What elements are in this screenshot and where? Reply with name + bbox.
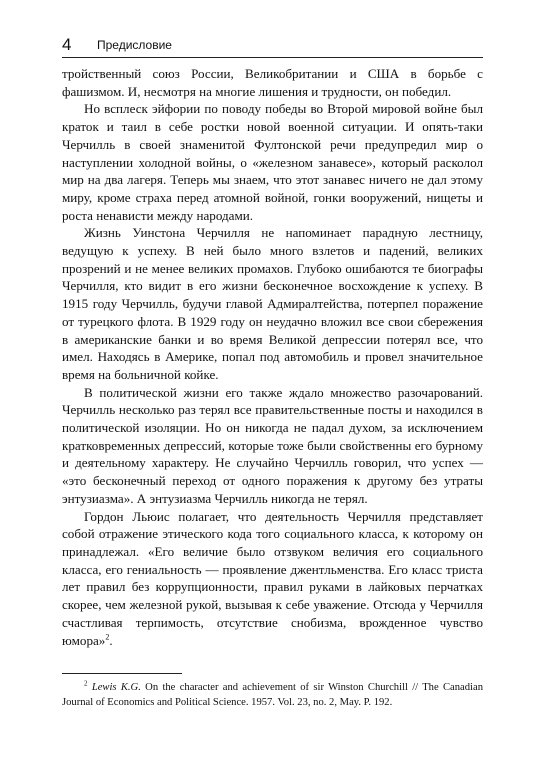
- footnote-mark: 2: [84, 679, 88, 688]
- page-header: [62, 34, 483, 56]
- paragraph: В политической жизни его также ждало множество разочарований. Черчилль несколько раз терял все правительственные посты и находился в политической изоляции. Но он никогда не падал духом, за исключением кратковременных депрессий, которые тоже были свойственны его бурному и деятельному характеру. Не случайно Черчилль говорил, что успех — «это бесконечный переход от одного поражения к другому без утраты энтузиазма». А энтузиазма Черчилль никогда не терял.: [62, 384, 483, 506]
- footnote-text: On the character and achievement of sir Winston Churchill // The Canadian Journal of Economics and Political Science. 1957. Vol. 23, no. 2, May. P. 192.: [62, 682, 483, 708]
- paragraph-with-footnote: Гордон Льюис полагает, что деятельность Черчилля представляет собой отражение этического кода того социального класса, к которому он принадлежал. «Его величие было отзвуком величия его социального класса, его гениальность — проявление джентльменства. Его класс триста лет правил без коррупционности, правил руками в лайковых перчатках скорее, чем железной рукой, вызывая к себе уважение. Отсюда у Черчилля счастливая терпимость, отсутствие снобизма, врожденное чувство юмора»$^2$.: [62, 508, 483, 648]
- footnote-reference[interactable]: 2: [105, 632, 110, 642]
- page-number: 4: [62, 35, 72, 54]
- body-text: [62, 65, 483, 649]
- paragraph: Но всплеск эйфории по поводу победы во Второй мировой войне был краток и таил в себе ростки новой военной ситуации. И опять-таки Черчилль в своей знаменитой Фултонской речи предупредил мир о наступлении холодной войны, о «железном занавесе», который расколол мир на два лагеря. Теперь мы знаем, что этот занавес ничего не дал этому миру, кроме страха перед атомной войной, гонки вооружений, нищеты и роста ненависти между народами.: [62, 101, 483, 223]
- paragraph: тройственный союз России, Великобритании и США в борьбе с фашизмом. И, несмотря на многие лишения и трудности, он победил.: [62, 66, 483, 99]
- header-rule: [62, 57, 483, 58]
- paragraph: Жизнь Уинстона Черчилля не напоминает парадную лестницу, ведущую к успеху. В ней было много взлетов и падений, великих прозрений и не менее великих промахов. Глубоко ошибаются те биографы Черчилля, кто видит в его жизни бесконечное восхождение к успеху. В 1915 году Черчилль, будучи главой Адмиралтейства, потерпел поражение от турецкого флота. В 1929 году он неудачно вложил все свои сбережения в американские банки и во время Великой депрессии потерял все, что имел. Находясь в Америке, попал под автомобиль и провел значительное время на больничной койке.: [62, 225, 483, 382]
- footnote: [62, 681, 483, 710]
- footnote-rule: [62, 673, 182, 674]
- footnote-author: Lewis K.G.: [91, 682, 141, 693]
- running-head: Предисловие: [97, 38, 172, 52]
- paragraph-text: Гордон Льюис полагает, что деятельность Черчилля представляет собой отражение этического кода того социального класса, к которому он принадлежал. «Его величие было отзвуком величия его социального класса, его гениальность — проявление джентльменства. Его класс триста лет правил без коррупционности, правил руками в лайковых перчатках скорее, чем железной рукой, вызывая к себе уважение. Отсюда у Черчилля счастливая терпимость, отсутствие снобизма, врожденное чувство юмора»: [62, 508, 483, 648]
